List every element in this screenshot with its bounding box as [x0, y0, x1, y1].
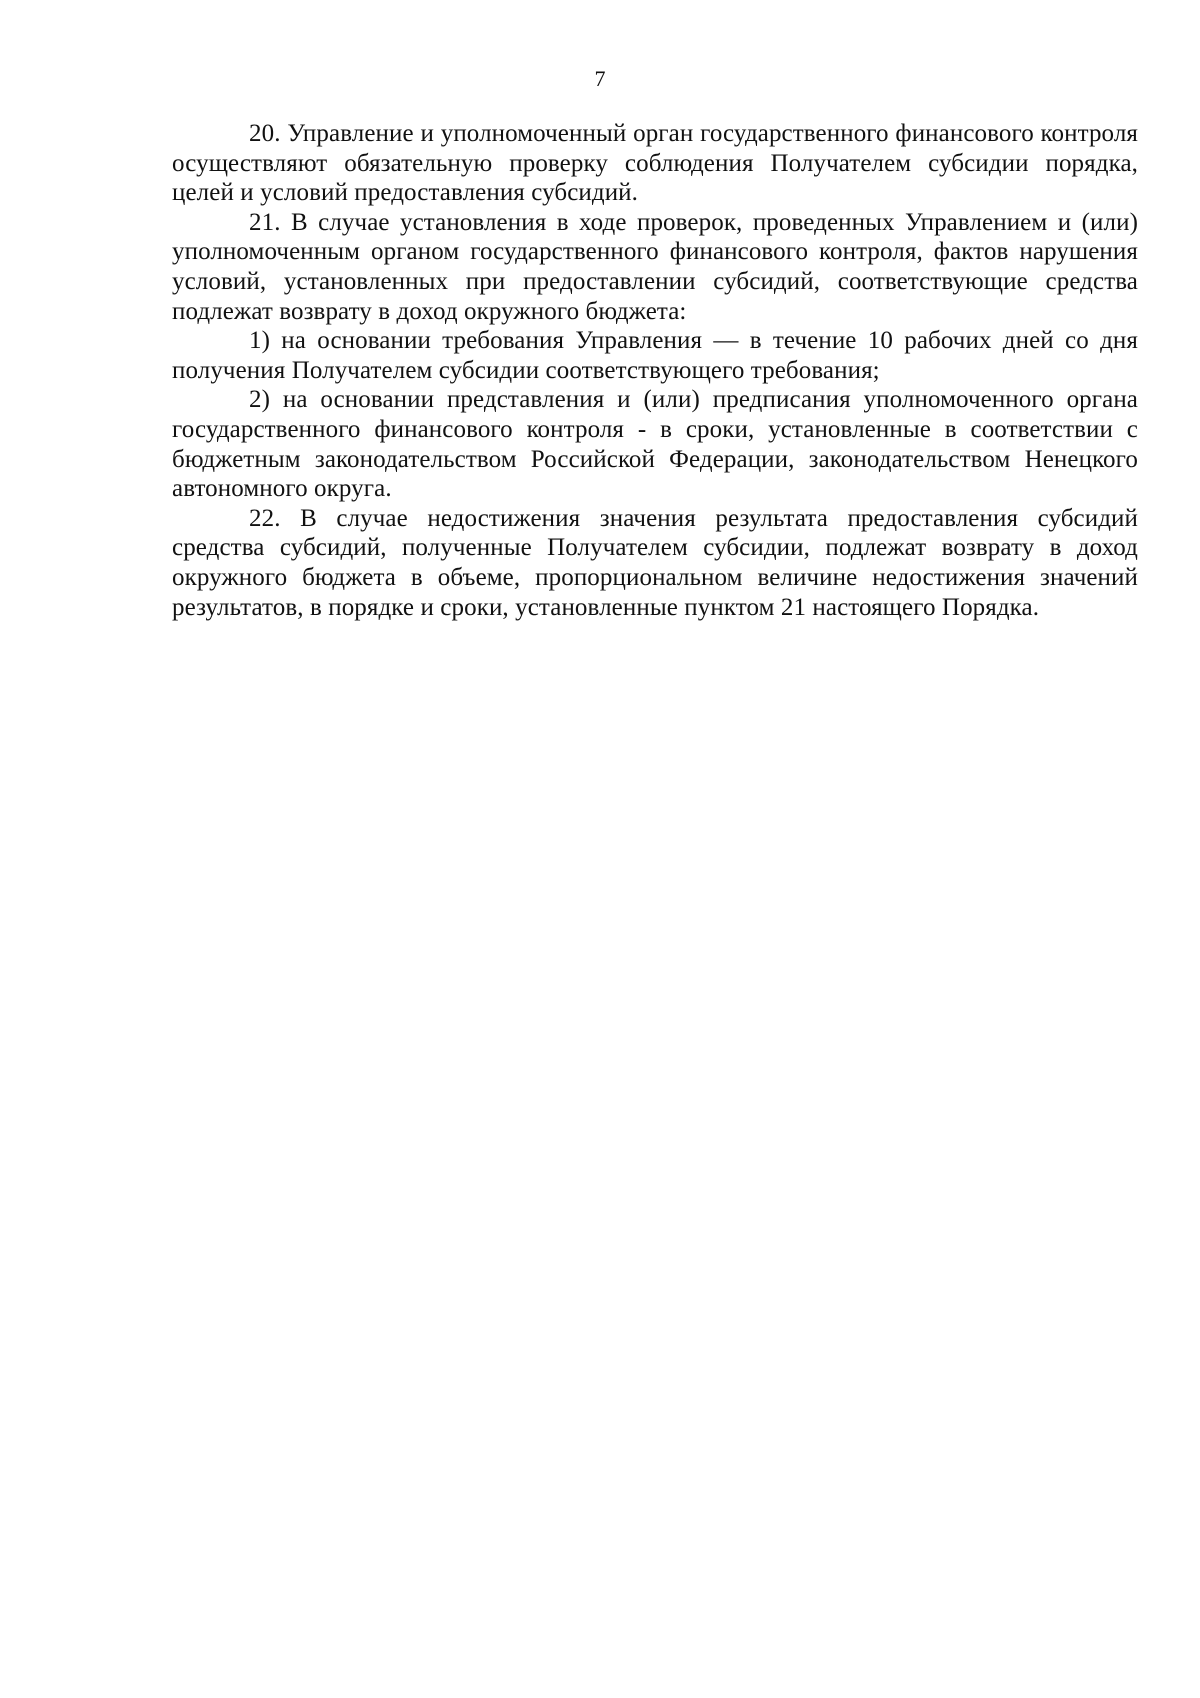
paragraph-20: 20. Управление и уполномоченный орган государственного финансового контроля осуществляют обязательную проверку соблюдения Получателем субсидии порядка, целей и условий предоставления субсидий. — [172, 120, 1138, 207]
page-number: 7 — [594, 66, 606, 91]
paragraph-21-item-1: 1) на основании требования Управления — в течение 10 рабочих дней со дня получения Получателем субсидии соответствующего требования; — [172, 327, 1138, 384]
document-body — [172, 119, 1138, 622]
paragraph-22: 22. В случае недостижения значения результата предоставления субсидий средства субсидий, полученные Получателем субсидии, подлежат возврату в доход окружного бюджета в объеме, пропорциональном величине недостижения значений результатов, в порядке и сроки, установленные пунктом 21 настоящего Порядка. — [172, 504, 1138, 621]
paragraph-21-item-2: 2) на основании представления и (или) предписания уполномоченного органа государственного финансового контроля - в сроки, установленные в соответствии с бюджетным законодательством Российской Федерации, законодательством Ненецкого автономного округа. — [172, 386, 1138, 503]
paragraph-21: 21. В случае установления в ходе проверок, проведенных Управлением и (или) уполномоченным органом государственного финансового контроля, фактов нарушения условий, установленных при предоставлении субсидий, соответствующие средства подлежат возврату в доход окружного бюджета: — [172, 208, 1138, 325]
